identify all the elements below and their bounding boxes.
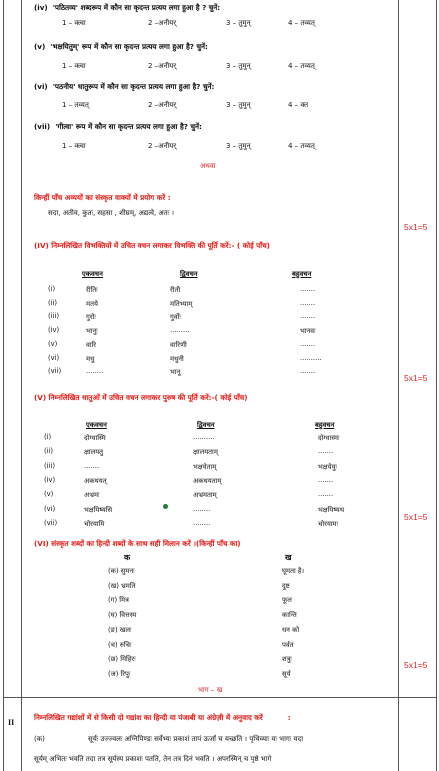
option: 1 – क्त्वा bbox=[62, 142, 86, 150]
singular-cell: मतये bbox=[86, 299, 98, 308]
section-number: II bbox=[8, 718, 15, 727]
right-border bbox=[436, 0, 437, 771]
match-left-item: (ङ) खलः bbox=[108, 625, 132, 634]
dual-cell: क्षालयताम् bbox=[193, 448, 218, 457]
option: 4 – तव्यत् bbox=[288, 19, 315, 27]
singular-cell: क्षालयतु bbox=[84, 448, 104, 457]
dual-cell: गुर्वोः bbox=[170, 313, 181, 322]
match-left-item: (ग) मित्र bbox=[108, 596, 129, 605]
plural-cell: ....... bbox=[300, 367, 316, 376]
col-header: बहुवचन bbox=[292, 270, 312, 278]
marks-column-border bbox=[398, 0, 399, 771]
match-right-item: घूमता है। bbox=[282, 567, 305, 575]
option: 2 –अनीयर् bbox=[148, 62, 177, 70]
singular-cell: ........ bbox=[86, 367, 104, 376]
plural-cell: ....... bbox=[300, 312, 316, 321]
match-right-item: फूल bbox=[282, 596, 292, 605]
dual-cell: अभ्रमताम् bbox=[193, 491, 217, 500]
question-vi: (vi) 'पठनीय' धातुरूप में कौन सा कृदन्त प्रत्यय लगा हुआ है? चुनें: bbox=[34, 82, 215, 91]
plural-cell: चोरयामः bbox=[318, 519, 338, 528]
marks-label: 5x1=5 bbox=[404, 512, 428, 522]
col-header: एकवचन bbox=[82, 270, 103, 278]
option: 3 – तुमुन् bbox=[226, 19, 251, 27]
plural-cell: ....... bbox=[300, 298, 316, 307]
row-number: (ii) bbox=[44, 447, 54, 456]
plural-cell: ....... bbox=[300, 285, 316, 293]
match-left-item: (च) रुचिः bbox=[108, 640, 132, 649]
col-header: द्विवचन bbox=[197, 421, 215, 429]
option: 4 – तव्यत् bbox=[288, 142, 315, 150]
match-right-item: पर्वत bbox=[282, 640, 294, 649]
passage-label: (क) bbox=[34, 735, 45, 743]
singular-cell: अभ्रमः bbox=[84, 491, 100, 500]
avyaya-words: सदा, अतीव, कुतः, सहसा , शीघ्रम्, अद्यत्वे, अतः । bbox=[48, 209, 175, 217]
dual-cell: ........ bbox=[193, 518, 211, 527]
vibhakti-heading: (IV) निम्नलिखित विभक्तियों में उचित वचन लगाकर विभक्ति की पूर्ति करें:- ( कोई पाँच) bbox=[34, 241, 270, 250]
column-b-label: ख bbox=[285, 553, 292, 562]
option: 1 – क्त्वा bbox=[62, 19, 86, 27]
dual-cell: .......... bbox=[193, 433, 215, 441]
match-left-item: (क) सुमनः bbox=[108, 567, 135, 575]
plural-cell: भानवः bbox=[300, 327, 316, 336]
dual-cell: रीती bbox=[170, 286, 181, 294]
match-left-item: (छ) मिहिरः bbox=[108, 655, 136, 664]
row-number: (vi) bbox=[44, 504, 56, 513]
plural-cell: ....... bbox=[318, 490, 334, 499]
plural-cell: .......... bbox=[300, 353, 322, 362]
dual-cell: अकथयताम् bbox=[193, 476, 222, 485]
marks-label: 5x1=5 bbox=[404, 660, 428, 670]
question-v: (v) 'भक्षयितुम्' रूप में कौन सा कृदन्त प्रत्यय लगा हुआ है? चुनें: bbox=[34, 42, 208, 51]
question-vii: (vii) 'गीत्वा' रूप में कौन सा कृदन्त प्रत्यय लगा हुआ है? चुनें: bbox=[34, 122, 202, 131]
row-number: (iv) bbox=[44, 475, 56, 484]
avyaya-heading: किन्हीं पाँच अव्ययों का संस्कृत वाक्यों में प्रयोग करें : bbox=[34, 193, 171, 202]
marks-label: 5x1=5 bbox=[404, 222, 428, 232]
athava-separator: अथवा bbox=[200, 162, 216, 170]
purusha-heading: (V) निम्नलिखित धातुओं में उचित वचन लगाकर पुरुष की पूर्ति करें:-( कोई पाँच) bbox=[34, 393, 248, 402]
column-a-label: क bbox=[124, 553, 131, 562]
plural-cell: ....... bbox=[318, 475, 334, 484]
plural-cell: ....... bbox=[300, 339, 316, 348]
passage-line: सूर्यः उज्ज्वलः अग्निपिण्डः सर्वेभ्यः प्रकाशं तापं ऊर्जां च यच्छति । पृथिव्याः यः भागः यदा bbox=[88, 735, 304, 743]
dual-cell: भानू bbox=[170, 368, 181, 377]
match-right-item: धन को bbox=[282, 625, 300, 634]
match-right-item: दुष्ट bbox=[282, 581, 290, 590]
option: 3 – तुमुन् bbox=[226, 101, 251, 109]
singular-cell: ....... bbox=[84, 461, 100, 470]
option: 4 – तव्यत् bbox=[288, 62, 315, 70]
option: 1 – क्त्वा bbox=[62, 62, 86, 70]
col-header: द्विवचन bbox=[180, 270, 198, 278]
question-iv: (iv) 'पठितव्य' शब्दरूप में कौन सा कृदन्त प्रत्यय लगा हुआ है ? चुनें: bbox=[34, 3, 221, 12]
match-right-item: शत्रुः bbox=[282, 655, 292, 664]
match-right-item: सूर्य bbox=[282, 669, 291, 678]
dual-cell: भक्षयेताम् bbox=[193, 462, 217, 471]
passage-line: सूर्यम् अभितः भवति तदा तत्र सूर्यस्य प्रकाशः पतति, तेन तत्र दिनं भवति । अपरस्मिन् च पृष्ठे भागे bbox=[34, 755, 272, 763]
section-title: भाग – ख bbox=[198, 686, 223, 694]
singular-cell: अकथयत् bbox=[84, 476, 107, 485]
singular-cell: दोग्धास्मि bbox=[84, 434, 106, 442]
row-number: (iii) bbox=[48, 312, 59, 321]
col-header: एकवचन bbox=[86, 421, 107, 429]
dual-cell: मधुनी bbox=[170, 354, 184, 363]
left-border bbox=[3, 0, 4, 771]
option: 3 – तुमुन् bbox=[226, 142, 251, 150]
row-number: (vii) bbox=[44, 518, 58, 527]
match-left-item: (ज) रिपुः bbox=[108, 669, 131, 678]
anuvad-heading: निम्नलिखित गद्यांशों में से किसी दो गद्यांश का हिन्दी या पंजाबी या अंग्रेज़ी में अनुवाद करें : bbox=[34, 713, 291, 722]
singular-cell: मधु bbox=[86, 354, 95, 363]
col-header: बहुवचन bbox=[315, 421, 335, 429]
green-dot-mark bbox=[163, 504, 168, 509]
number-column-border bbox=[21, 0, 22, 771]
match-right-item: कान्ति bbox=[282, 611, 297, 620]
match-left-item: (घ) वित्तस्य bbox=[108, 611, 137, 620]
option: 4 – क्त bbox=[288, 101, 309, 109]
dual-cell: मतिभ्याम् bbox=[170, 299, 193, 308]
dual-cell: ......... bbox=[170, 326, 190, 335]
singular-cell: रीतिः bbox=[86, 286, 98, 294]
row-number: (v) bbox=[48, 339, 58, 348]
plural-cell: ....... bbox=[318, 447, 334, 456]
singular-cell: भानुः bbox=[86, 327, 98, 336]
plural-cell: भक्षयिष्यथ bbox=[318, 505, 345, 514]
singular-cell: वारि bbox=[86, 340, 97, 349]
matching-heading: (VI) संस्कृत शब्दों का हिन्दी शब्दों के साथ सही मिलान करें ।(किन्हीं पाँच का) bbox=[34, 539, 241, 548]
row-number: (i) bbox=[48, 285, 56, 293]
marks-label: 5x1=5 bbox=[404, 373, 428, 383]
singular-cell: गुरोः bbox=[86, 313, 96, 322]
option: 1 – तव्यत् bbox=[62, 101, 89, 109]
row-number: (vii) bbox=[48, 367, 62, 376]
row-number: (iv) bbox=[48, 326, 60, 335]
row-number: (ii) bbox=[48, 298, 58, 307]
singular-cell: चोरयामि bbox=[84, 519, 105, 528]
option: 2 –अनीयर् bbox=[148, 101, 177, 109]
option: 3 – तुमुन् bbox=[226, 62, 251, 70]
row-number: (vi) bbox=[48, 353, 60, 362]
row-number: (i) bbox=[44, 433, 52, 441]
singular-cell: भक्षयिष्यसि bbox=[84, 505, 113, 514]
option: 2 –अनीयर् bbox=[148, 142, 177, 150]
dual-cell: वारिणी bbox=[170, 340, 187, 349]
plural-cell: भक्षयेयुः bbox=[318, 462, 337, 471]
section-divider bbox=[3, 697, 436, 698]
dual-cell: ........ bbox=[193, 504, 211, 513]
row-number: (v) bbox=[44, 490, 54, 499]
plural-cell: दोग्धास्मः bbox=[318, 434, 340, 442]
row-number: (iii) bbox=[44, 461, 55, 470]
option: 2 –अनीयर् bbox=[148, 19, 177, 27]
match-left-item: (ख) भ्रमति bbox=[108, 581, 136, 590]
